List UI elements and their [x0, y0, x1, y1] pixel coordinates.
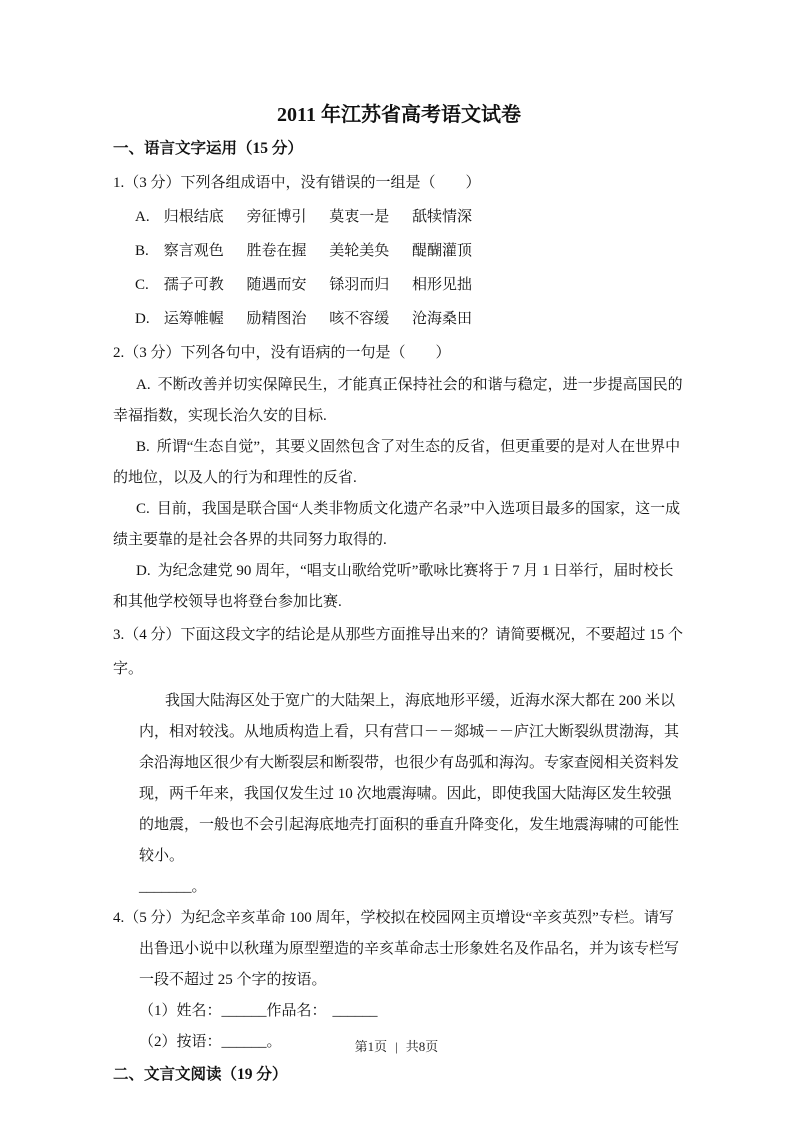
q4-note-blank: ______ — [221, 1034, 267, 1050]
q4-work-label: 作品名： — [266, 1003, 327, 1019]
q1-idiom: 沧海桑田 — [412, 311, 473, 327]
q1-idiom: 随遇而安 — [246, 277, 307, 293]
q2-option-text-b: 所谓“生态自觉”，其要义固然包含了对生态的反省，但更重要的是对人在世界中的地位，以及人的行为和理性的反省. — [113, 439, 681, 486]
q2-option-label-b: B. — [136, 439, 150, 455]
q1-idiom: 孺子可教 — [163, 277, 224, 293]
q2-option-a — [113, 370, 685, 432]
q3-passage: 我国大陆海区处于宽广的大陆架上，海底地形平缓，近海水深大都在 200 米以内，相对较浅。从地质构造上看，只有营口－－郯城－－庐江大断裂纵贯渤海，其余沿海地区很少有大断裂层和断裂带，也很少有岛弧和海沟。专家查阅相关资料发现，两千年来，我国仅发生过 10 次地震海啸。因此，即使我国大陆海区发生较强的地震，一般也不会引起海底地壳打面积的垂直升降变化，发生地震海啸的可能性较小。 — [139, 693, 680, 864]
page-number-current: 第1页 — [354, 1039, 388, 1054]
document-title: 2011 年江苏省高考语文试卷 — [277, 104, 521, 126]
q3-stem: 3.（4 分）下面这段文字的结论是从那些方面推导出来的？请简要概况，不要超过 15 个字。 — [113, 627, 684, 677]
q1-idiom: 咳不容缓 — [329, 311, 390, 327]
q4-note-period: 。 — [266, 1034, 282, 1050]
q3-answer-blank: _______ — [139, 879, 192, 895]
q4-name-label: （1）姓名： — [139, 1003, 222, 1019]
q1-option-row-b — [113, 234, 685, 268]
q2-option-b — [113, 432, 685, 494]
section-heading-language-use: 一、语言文字运用（15 分） — [113, 140, 303, 157]
q4-name-blank: ______ — [221, 1003, 267, 1019]
q1-idiom: 相形见拙 — [412, 277, 473, 293]
q1-option-row-d — [113, 302, 685, 336]
page-footer — [0, 1036, 793, 1055]
q2-option-text-d: 为纪念建党 90 周年，“唱支山歌给党听”歌咏比赛将于 7 月 1 日举行，届时校长和其他学校领导也将登台参加比赛. — [113, 563, 674, 610]
page-number-total: 共8页 — [405, 1039, 439, 1054]
q1-idiom: 醍醐灌顶 — [412, 243, 473, 259]
q1-option-row-c — [113, 268, 685, 302]
q1-option-label-b: B. — [135, 243, 149, 259]
q2-option-c — [113, 494, 685, 556]
q2-option-label-c: C. — [136, 501, 150, 517]
q2-option-d — [113, 556, 685, 618]
q4-stem: 4.（5 分）为纪念辛亥革命 100 周年，学校拟在校园网主页增设“辛亥英烈”专栏。请写出鲁迅小说中以秋瑾为原型塑造的辛亥革命志士形象姓名及作品名，并为该专栏写一段不超过 25 个字的按语。 — [113, 910, 680, 988]
q1-option-label-d: D. — [135, 311, 150, 327]
q2-option-label-a: A. — [136, 377, 151, 393]
section-heading-classical-reading: 二、文言文阅读（19 分） — [113, 1066, 288, 1083]
q2-option-label-d: D. — [136, 563, 151, 579]
q1-idiom: 归根结底 — [163, 209, 224, 225]
q4-sub1-line — [113, 996, 685, 1027]
q1-idiom: 胜卷在握 — [246, 243, 307, 259]
q1-option-label-a: A. — [135, 209, 150, 225]
q1-idiom: 励精图治 — [246, 311, 307, 327]
q1-idiom: 铩羽而归 — [329, 277, 390, 293]
q2-option-text-a: 不断改善并切实保障民生，才能真正保持社会的和谐与稳定，进一步提高国民的幸福指数，实现长治久安的目标. — [113, 377, 683, 424]
q1-option-row-a — [113, 200, 685, 234]
q4-note-label: （2）按语： — [139, 1034, 222, 1050]
q1-idiom: 旁征博引 — [246, 209, 307, 225]
q1-idiom: 察言观色 — [163, 243, 224, 259]
q1-idiom: 美轮美奂 — [329, 243, 390, 259]
q3-answer-period: 。 — [191, 879, 207, 895]
q1-idiom: 运筹帷幄 — [163, 311, 224, 327]
q3-answer-line — [113, 872, 685, 903]
q1-idiom: 舐犊情深 — [412, 209, 473, 225]
q1-idiom: 莫衷一是 — [329, 209, 390, 225]
q1-stem: 1.（3 分）下列各组成语中，没有错误的一组是（ ） — [113, 175, 481, 191]
q1-option-label-c: C. — [135, 277, 149, 293]
q2-option-text-c: 目前，我国是联合国“人类非物质文化遗产名录”中入选项目最多的国家，这一成绩主要靠的是社会各界的共同努力取得的. — [113, 501, 681, 548]
page-footer-separator: | — [395, 1039, 398, 1054]
q4-work-blank: ______ — [332, 1003, 378, 1019]
q2-stem: 2.（3 分）下列各句中，没有语病的一句是（ ） — [113, 345, 451, 361]
